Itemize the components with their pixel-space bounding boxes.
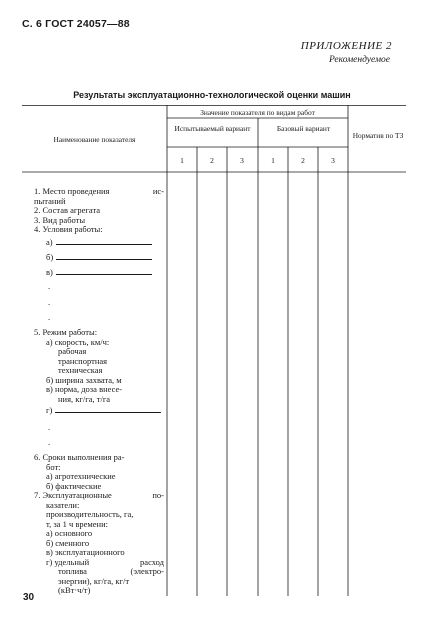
- blank-line: [56, 244, 152, 245]
- ellipsis-dot: .: [48, 437, 51, 447]
- row-1: [34, 187, 164, 196]
- page-header: С. 6 ГОСТ 24057—88: [22, 18, 130, 30]
- row-4b-text: б): [46, 252, 54, 262]
- row-4a-text: а): [46, 237, 53, 247]
- row-7d-units: энергии), кг/га, кг/т: [58, 575, 130, 586]
- row-7: [34, 491, 164, 500]
- row-7-text: 7. Эксплуатационные: [34, 490, 112, 500]
- row-4a: [46, 238, 152, 247]
- row-6-cont: бот:: [46, 461, 61, 472]
- header-norm: Норматив по ТЗ: [352, 131, 404, 140]
- row-6b: б) фактические: [46, 480, 102, 491]
- subcol-base-2: 2: [301, 156, 305, 165]
- row-5a1: рабочая: [58, 346, 87, 356]
- row-7d-cont: [58, 567, 164, 576]
- subcol-tested-2: 2: [210, 156, 214, 165]
- recommended-label: Рекомендуемое: [328, 55, 390, 65]
- appendix-label: ПРИЛОЖЕНИЕ 2: [300, 40, 392, 52]
- header-base: Базовый вариант: [276, 124, 331, 133]
- row-7d-text: г) удельный: [46, 556, 90, 567]
- row-5a: а) скорость, км/ч:: [46, 336, 110, 347]
- page-number: 30: [23, 592, 35, 603]
- table-title: Результаты эксплуатационно-технологической оценки машин: [73, 90, 351, 100]
- header-tested: Испытываемый вариант: [174, 124, 251, 133]
- row-7d-units-2: (кВт·ч/т): [58, 585, 91, 595]
- row-5d-text: г): [46, 405, 53, 415]
- row-5: 5. Режим работы:: [34, 327, 98, 337]
- subcol-base-3: 3: [331, 156, 335, 165]
- row-1-text: 1. Место проведения: [34, 186, 110, 196]
- row-7-cont: казатели:: [46, 499, 80, 510]
- row-4c: [46, 268, 152, 277]
- row-5b: б) ширина захвата, м: [46, 374, 122, 385]
- row-5c-cont: ния, кг/га, т/га: [58, 393, 111, 404]
- blank-line: [56, 274, 152, 275]
- row-5d: [46, 406, 161, 415]
- row-7c: в) эксплуатационного: [46, 547, 125, 557]
- row-7d-text-2: расход: [140, 556, 164, 567]
- header-name: Наименование показателя: [53, 135, 136, 144]
- row-4c-text: в): [46, 267, 53, 277]
- subcol-tested-1: 1: [180, 156, 184, 165]
- row-7d-fuel: топлива: [58, 566, 87, 576]
- row-7a: а) основного: [46, 528, 93, 538]
- row-2: 2. Состав агрегата: [34, 205, 101, 215]
- ellipsis-dot: .: [48, 297, 51, 307]
- row-3: 3. Вид работы: [34, 214, 86, 225]
- row-1-cont: пытаний: [34, 195, 66, 206]
- ellipsis-dot: .: [48, 422, 51, 432]
- blank-line: [56, 259, 152, 260]
- ellipsis-dot: .: [48, 312, 51, 322]
- subcol-tested-3: 3: [240, 156, 244, 165]
- row-7b: б) сменного: [46, 537, 90, 548]
- row-4b: [46, 253, 152, 262]
- row-5a2: транспортная: [58, 355, 108, 366]
- row-7-productivity: производительность, га,: [46, 509, 134, 519]
- results-table: [22, 105, 406, 596]
- header-values: Значение показателя по видам работ: [200, 108, 315, 117]
- row-5c: в) норма, доза внесе-: [46, 384, 123, 394]
- ellipsis-dot: .: [48, 281, 51, 291]
- row-7d-electro: (электро-: [130, 566, 164, 576]
- row-6: 6. Сроки выполнения ра-: [34, 452, 125, 462]
- blank-line: [55, 412, 161, 413]
- row-7-hyphen: по-: [152, 490, 164, 500]
- row-1-hyphen: ис-: [152, 186, 164, 196]
- row-6a: а) агротехнические: [46, 471, 116, 481]
- subcol-base-1: 1: [271, 156, 275, 165]
- row-7-productivity-cont: т, за 1 ч времени:: [46, 518, 109, 529]
- row-4: 4. Условия работы:: [34, 224, 103, 234]
- row-5a3: техническая: [58, 365, 103, 375]
